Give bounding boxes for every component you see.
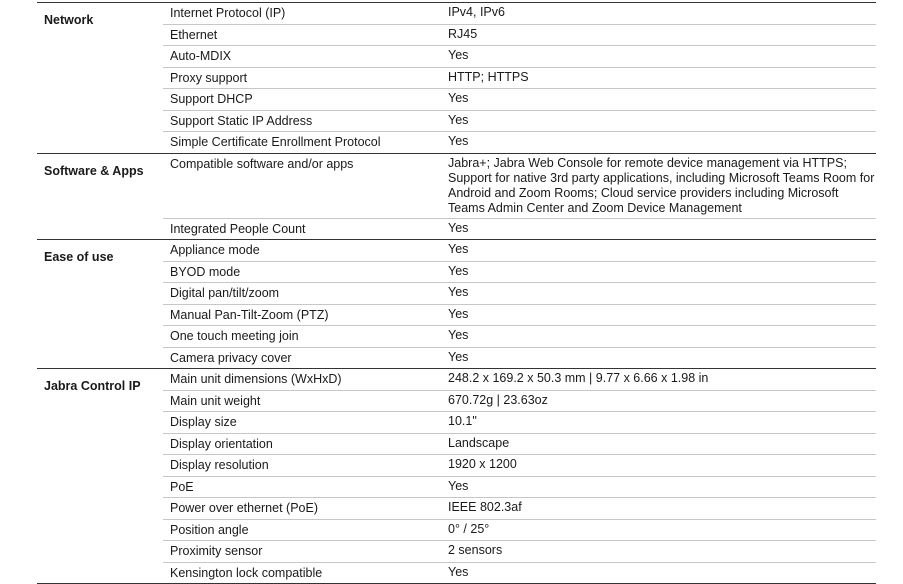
spec-value: Yes xyxy=(448,564,469,579)
spec-label: Proxy support xyxy=(170,70,248,85)
spec-label: Manual Pan-Tilt-Zoom (PTZ) xyxy=(170,307,329,322)
spec-label: BYOD mode xyxy=(170,264,241,279)
spec-label: One touch meeting join xyxy=(170,329,299,343)
spec-label: Appliance mode xyxy=(170,243,260,257)
spec-value: Yes xyxy=(448,478,469,493)
spec-label: Support Static IP Address xyxy=(170,113,313,128)
table-row xyxy=(163,541,876,563)
table-row xyxy=(163,3,876,25)
spec-value: Landscape xyxy=(448,435,510,450)
section-software-apps xyxy=(37,154,876,241)
spec-label: Display size xyxy=(170,415,237,429)
table-row xyxy=(163,326,876,348)
spec-value: Yes xyxy=(448,112,469,127)
spec-value: 1920 x 1200 xyxy=(448,457,517,471)
spec-value: Yes xyxy=(448,349,469,364)
spec-value: IEEE 802.3af xyxy=(448,500,522,514)
table-row xyxy=(163,68,876,90)
spec-value: 10.1" xyxy=(448,414,477,428)
spec-label: Integrated People Count xyxy=(170,221,306,236)
spec-label: Compatible software and/or apps xyxy=(170,156,354,171)
spec-value: 670.72g | 23.63oz xyxy=(448,392,548,407)
table-row xyxy=(163,498,876,520)
table-row xyxy=(163,132,876,153)
table-row xyxy=(163,305,876,327)
table-row xyxy=(163,563,876,584)
table-row xyxy=(163,455,876,477)
spec-label: Auto-MDIX xyxy=(170,49,232,63)
spec-value: 248.2 x 169.2 x 50.3 mm | 9.77 x 6.66 x 1.98 in xyxy=(448,371,709,385)
spec-label: Display orientation xyxy=(170,436,273,451)
table-row xyxy=(163,46,876,68)
spec-value: Yes xyxy=(448,134,469,148)
spec-value: 2 sensors xyxy=(448,543,503,557)
table-row xyxy=(163,111,876,133)
spec-label: Support DHCP xyxy=(170,92,253,106)
section-title: Jabra Control IP xyxy=(44,379,141,393)
spec-value: HTTP; HTTPS xyxy=(448,69,529,84)
spec-value: 0° / 25° xyxy=(448,521,490,536)
section-rows xyxy=(163,369,876,583)
spec-label: Proximity sensor xyxy=(170,544,263,558)
section-title: Software & Apps xyxy=(44,163,144,178)
section-network xyxy=(37,3,876,154)
table-row xyxy=(163,154,876,219)
spec-value: Yes xyxy=(448,91,469,105)
spec-value: Yes xyxy=(448,285,469,299)
spec-value: Yes xyxy=(448,263,469,278)
spec-label: Main unit weight xyxy=(170,393,261,408)
spec-value: Yes xyxy=(448,220,469,235)
spec-value: Yes xyxy=(448,328,469,342)
spec-value: IPv4, IPv6 xyxy=(448,5,505,19)
table-row xyxy=(163,219,876,240)
section-jabra-control-ip xyxy=(37,369,876,584)
table-row xyxy=(163,262,876,284)
spec-label: Ethernet xyxy=(170,27,218,42)
spec-label: Display resolution xyxy=(170,458,269,472)
spec-label: Kensington lock compatible xyxy=(170,565,323,580)
table-row xyxy=(163,25,876,47)
spec-label: Power over ethernet (PoE) xyxy=(170,501,318,515)
section-rows xyxy=(163,240,876,368)
spec-value: Yes xyxy=(448,242,469,256)
table-row xyxy=(163,348,876,369)
spec-table xyxy=(37,2,876,584)
spec-label: PoE xyxy=(170,479,194,494)
spec-label: Position angle xyxy=(170,522,249,537)
section-rows xyxy=(163,154,876,240)
spec-label: Simple Certificate Enrollment Protocol xyxy=(170,135,381,149)
spec-label: Main unit dimensions (WxHxD) xyxy=(170,372,342,386)
table-row xyxy=(163,369,876,391)
table-row xyxy=(163,391,876,413)
section-title: Ease of use xyxy=(44,250,114,264)
table-row xyxy=(163,283,876,305)
spec-label: Digital pan/tilt/zoom xyxy=(170,286,280,300)
table-row xyxy=(163,520,876,542)
spec-value: Yes xyxy=(448,48,469,62)
table-row xyxy=(163,434,876,456)
spec-label: Internet Protocol (IP) xyxy=(170,6,286,20)
table-row xyxy=(163,240,876,262)
section-rows xyxy=(163,3,876,153)
spec-value: Jabra+; Jabra Web Console for remote device management via HTTPS; Support for native 3rd party applications, including Microsoft Teams Room for Android and Zoom Rooms; Cloud service providers including Microsoft Teams Admin Center and Zoom Device Management xyxy=(448,155,875,215)
spec-value: Yes xyxy=(448,306,469,321)
spec-value: RJ45 xyxy=(448,26,478,41)
section-ease-of-use xyxy=(37,240,876,369)
spec-label: Camera privacy cover xyxy=(170,350,292,365)
table-row xyxy=(163,477,876,499)
table-row xyxy=(163,412,876,434)
section-title: Network xyxy=(44,13,94,27)
table-row xyxy=(163,89,876,111)
